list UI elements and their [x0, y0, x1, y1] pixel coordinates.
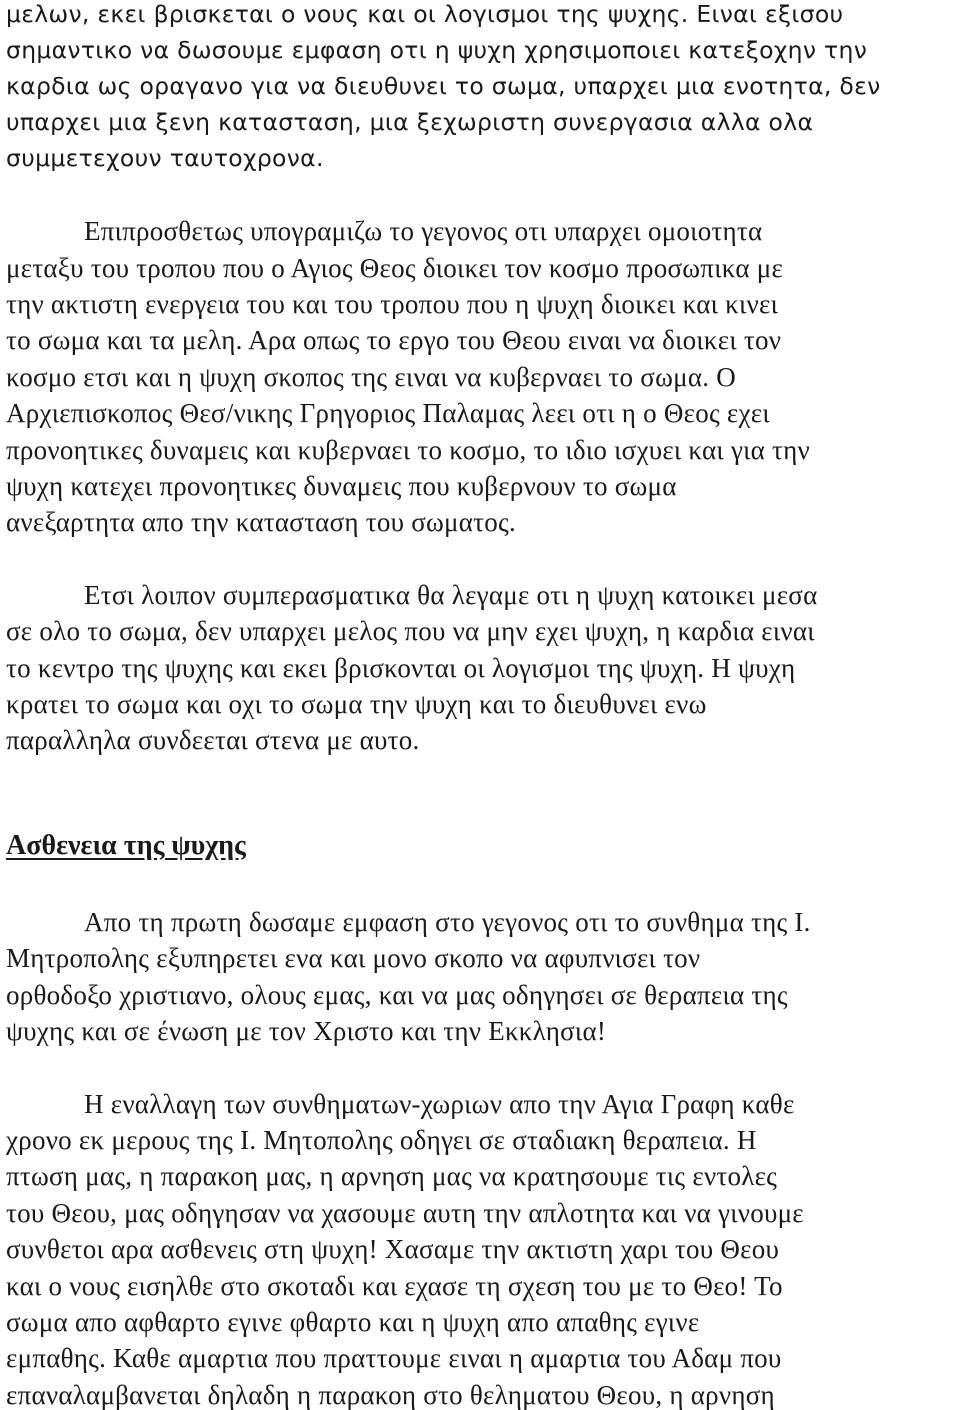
- text-line: κοσμο ετσι και η ψυχη σκοπος της ειναι να κυβερναει το σωμα. Ο: [6, 362, 736, 392]
- text-line: ανεξαρτητα απο την κατασταση του σωματος.: [6, 507, 516, 537]
- text-line: πτωση μας, η παρακοη μας, η αρνηση μας να κρατησουμε τις εντολες: [6, 1161, 778, 1191]
- text-line: και ο νους εισηλθε στο σκοταδι και εχασε τη σχεση του με το Θεο! Το: [6, 1271, 783, 1301]
- text-line: χρονο εκ μερους της Ι. Μητοπολης οδηγει σε σταδιακη θεραπεια. Η: [6, 1125, 757, 1155]
- text-line: Αρχιεπισκοπος Θεσ/νικης Γρηγοριος Παλαμας λεει οτι η ο Θεος εχει: [6, 398, 770, 428]
- section-heading: Ασθενεια της ψυχης: [6, 830, 246, 861]
- text-line: το κεντρο της ψυχης και εκει βρισκονται οι λογισμοι της ψυχη. Η ψυχη: [6, 653, 796, 683]
- text-line: Η εναλλαγη των συνθηματων-χωριων απο την Αγια Γραφη καθε: [84, 1089, 795, 1119]
- text-line: Μητροπολης εξυπηρετει ενα και μονο σκοπο να αφυπνισει τον: [6, 943, 701, 973]
- text-line: Απο τη πρωτη δωσαμε εμφαση στο γεγονος οτι το συνθημα της Ι.: [84, 907, 811, 937]
- text-line: συνθετοι αρα ασθενεις στη ψυχη! Χασαμε την ακτιστη χαρι του Θεου: [6, 1234, 780, 1264]
- text-line: υπαρχει μια ξενη κατασταση, μια ξεχωριστη συνεργασια αλλα ολα: [6, 108, 814, 136]
- text-line: επαναλαμβανεται δηλαδη η παρακοη στο θεληματου Θεου, η αρνηση: [6, 1380, 775, 1410]
- text-line: ψυχη κατεχει προνοητικες δυναμεις που κυβερνουν το σωμα: [6, 471, 677, 501]
- text-line: συμμετεχουν ταυτοχρονα.: [6, 144, 324, 172]
- text-line: Επιπροσθετως υπογραμιζω το γεγονος οτι υπαρχει ομοιοτητα: [84, 216, 763, 246]
- text-line: σημαντικο να δωσουμε εμφαση οτι η ψυχη χρησιμοποιει κατεξοχην την: [6, 36, 868, 64]
- text-line: ψυχης και σε ένωση με τον Χριστο και την Εκκλησια!: [6, 1016, 607, 1046]
- text-line: προνοητικες δυναμεις και κυβερναει το κοσμο, το ιδιο ισχυει και για την: [6, 435, 810, 465]
- text-line: εμπαθης. Καθε αμαρτια που πραττουμε ειναι η αμαρτια του Αδαμ που: [6, 1343, 782, 1373]
- text-line: μελων, εκει βρισκεται ο νους και οι λογισμοι της ψυχης. Ειναι εξισου: [6, 0, 844, 28]
- text-line: το σωμα και τα μελη. Αρα οπως το εργο του Θεου ειναι να διοικει τον: [6, 325, 782, 355]
- text-line: σωμα απο αφθαρτο εγινε φθαρτο και η ψυχη απο απαθης εγινε: [6, 1307, 700, 1337]
- text-line: την ακτιστη ενεργεια του και του τροπου που η ψυχη διοικει και κινει: [6, 289, 779, 319]
- text-line: ορθοδοξο χριστιανο, ολους εμας, και να μας οδηγησει σε θεραπεια της: [6, 980, 788, 1010]
- text-line: του Θεου, μας οδηγησαν να χασουμε αυτη την απλοτητα και να γινουμε: [6, 1198, 804, 1228]
- text-line: Ετσι λοιπον συμπερασματικα θα λεγαμε οτι η ψυχη κατοικει μεσα: [84, 580, 818, 610]
- text-line: κρατει το σωμα και οχι το σωμα την ψυχη και το διευθυνει ενω: [6, 689, 707, 719]
- text-line: καρδια ως οραγανο για να διευθυνει το σωμα, υπαρχει μια ενοτητα, δεν: [6, 72, 881, 100]
- text-line: μεταξυ του τροπου που ο Αγιος Θεος διοικει τον κοσμο προσωπικα με: [6, 253, 784, 283]
- text-line: σε ολο το σωμα, δεν υπαρχει μελος που να μην εχει ψυχη, η καρδια ειναι: [6, 616, 815, 646]
- text-line: παραλληλα συνδεεται στενα με αυτο.: [6, 725, 420, 755]
